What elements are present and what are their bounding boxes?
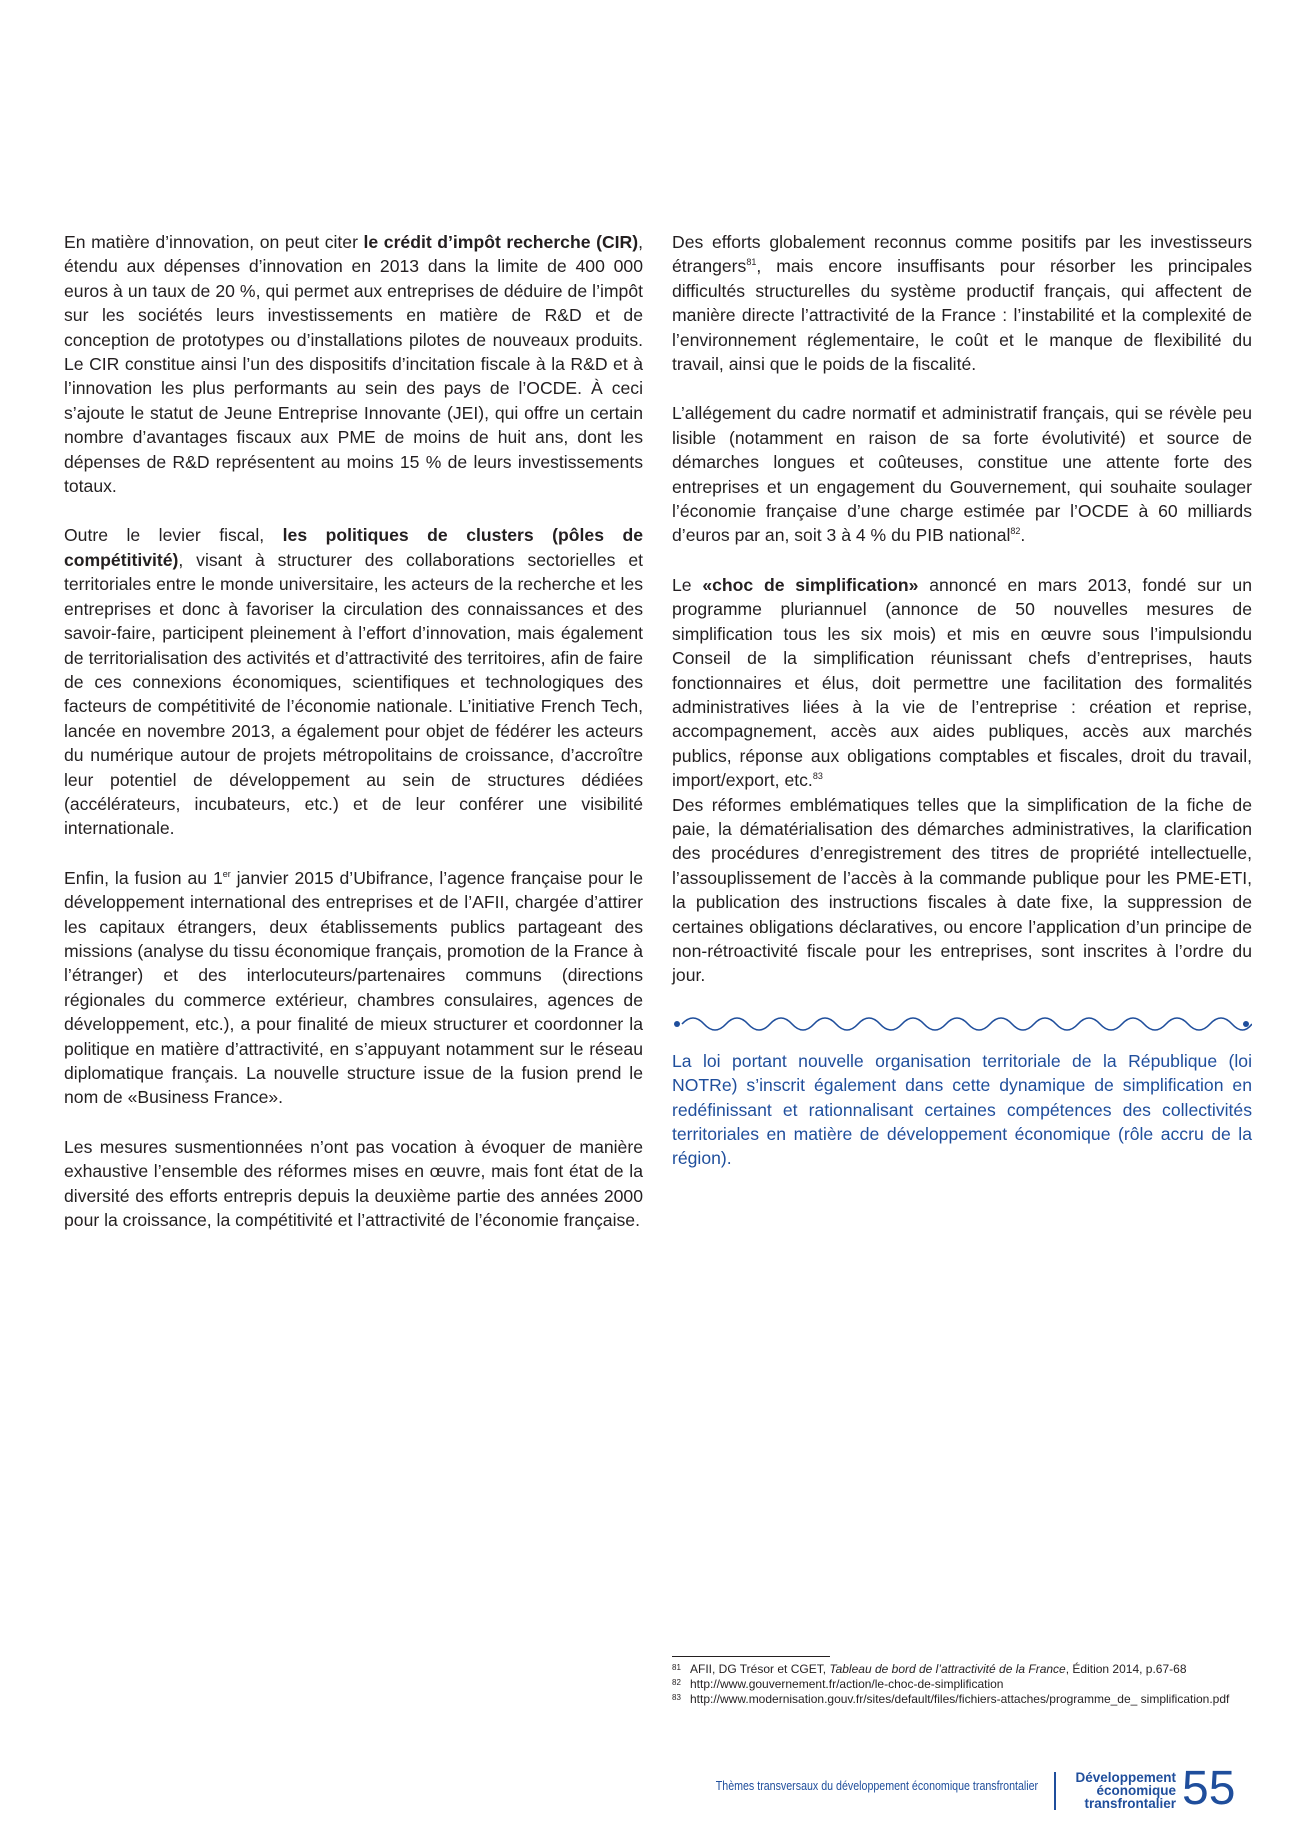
footnote-number: 81 bbox=[672, 1663, 681, 1672]
brand-line: transfrontalier bbox=[1084, 1796, 1176, 1811]
text-run: En matière d’innovation, on peut citer bbox=[64, 232, 364, 252]
superscript: er bbox=[222, 868, 231, 879]
footnotes bbox=[672, 1656, 1252, 1707]
text-run: L’allégement du cadre normatif et administratif français, qui se révèle peu lisible (notamment en raison de sa forte évolutivité) et source de démarches longues et coûteuses, constitue une attente forte des entreprises et un engagement du Gouvernement, qui souhaite soulager l’économie française d’une charge estimée par l’OCDE à 60 milliards d’euros par an, soit 3 à 4 % du PIB national bbox=[672, 403, 1252, 546]
paragraph-conclusion: Les mesures susmentionnées n’ont pas vocation à évoquer de manière exhaustive l’ensemble des réformes mises en œuvre, mais font état de la diversité des efforts entrepris depuis la deuxième partie des années 2000 pour la croissance, la compétitivité et l’attractivité de l’économie française. bbox=[64, 1136, 643, 1231]
right-column bbox=[672, 230, 1252, 1196]
highlight-notre: La loi portant nouvelle organisation territoriale de la République (loi NOTRe) s’inscrit également dans cette dynamique de simplification en redéfinissant et rationnalisant certaines compétences des collectivités territoriales en matière de développement économique (rôle accru de la région). bbox=[672, 1050, 1252, 1169]
text-run: Des réformes emblématiques telles que la simplification de la fiche de paie, la dématérialisation des démarches administratives, la clarification des procédures d’enregistrement des titres de propriété intellectuelle, l’assouplissement de l’accès à la commande publique pour les PME-ETI, la publication des instructions fiscales à date fixe, la suppression de certaines obligations déclaratives, ou encore l’application d’un principe de non-rétroactivité fiscale pour les entreprises, sont inscrites à l’ordre du jour. bbox=[672, 794, 1252, 986]
text-run: Outre le levier fiscal, bbox=[64, 525, 283, 546]
text-run: annoncé en mars 2013, fondé sur un programme pluriannuel (annonce de 50 nouvelles mesures de simplification tous les six mois) et mis en œuvre sous l’impulsiondu Conseil de la simplification réunissant chefs d’entreprises, hauts fonctionnaires et élus, doit permettre une facilitation des formalités administratives liées à la vie de l’entreprise : création et reprise, accompagnement, accès aux aides publiques, accès aux marchés publics, réponse aux obligations comptables et fiscales, droit du travail, import/export, etc. bbox=[672, 574, 1253, 791]
brand-line: Développement bbox=[1075, 1770, 1176, 1785]
paragraph-cir bbox=[64, 230, 643, 498]
text-run: Enfin, la fusion au 1 bbox=[64, 867, 223, 888]
text-run: , mais encore insuffisants pour résorber les principales difficultés structurelles du système productif français, qui affectent de manière directe l’attractivité de la France : l’instabilité et la complexité de l’environnement réglementaire, le coût et le manque de flexibilité du travail, ainsi que le poids de la fiscalité. bbox=[672, 256, 1252, 375]
text-run: janvier 2015 d’Ubifrance, l’agence française pour le développement international des entreprises et de l’AFII, chargée d’attirer les capitaux étrangers, deux établissements publics partageant des missions (analyse du tissu économique français, promotion de la France à l’étranger) et des interlocuteurs/partenaires communs (directions régionales du commerce extérieur, chambres consulaires, agences de développement, etc.), a pour finalité de mieux structurer et coordonner la politique en matière d’attractivité, en s’appuyant notamment sur le réseau diplomatique français. La nouvelle structure issue de la fusion prend le nom de «Business France». bbox=[64, 867, 643, 1108]
paragraph-investors bbox=[672, 230, 1252, 376]
footnote-82 bbox=[672, 1677, 1252, 1692]
paragraph-choc-simplification bbox=[672, 573, 1252, 988]
paragraph-allegement bbox=[672, 401, 1252, 547]
paragraph-clusters bbox=[64, 523, 643, 840]
footnote-link[interactable]: http://www.modernisation.gouv.fr/sites/default/files/fichiers-attaches/programme_de_ simplification.pdf bbox=[690, 1692, 1230, 1706]
footer-brand bbox=[1075, 1771, 1176, 1810]
text-run: , visant à structurer des collaborations sectorielles et territoriales entre le monde universitaire, les acteurs de la recherche et les entreprises et donc à favoriser la circulation des connaissances et des savoir-faire, participent pleinement à l’effort d’innovation, mais également de territorialisation des activités et d’attractivité des territoires, afin de faire de ces connexions économiques, scientifiques et technologiques des facteurs de compétitivité de l’économie nationale. L’initiative French Tech, lancée en novembre 2013, a également pour objet de fédérer les acteurs du numérique autour de projets métropolitains de croissance, d’accroître leur potentiel de développement au sein de structures dédiées (accélérateurs, incubateurs, etc.) et de leur conférer une visibilité internationale. bbox=[64, 549, 643, 839]
footnote-title: Tableau de bord de l’attractivité de la France bbox=[829, 1662, 1066, 1676]
footnote-text: , Édition 2014, p.67-68 bbox=[1065, 1662, 1187, 1676]
footnote-rule bbox=[672, 1656, 830, 1657]
text-run: Le bbox=[672, 574, 703, 595]
bold-term-choc: «choc de simplification» bbox=[702, 574, 919, 595]
footnote-link[interactable]: http://www.gouvernement.fr/action/le-choc-de-simplification bbox=[690, 1677, 1004, 1691]
footnote-text: AFII, DG Trésor et CGET, bbox=[690, 1662, 830, 1676]
page-number: 55 bbox=[1182, 1762, 1236, 1815]
wave-divider-icon bbox=[672, 1013, 1252, 1035]
footnote-ref-83[interactable]: 83 bbox=[812, 771, 823, 782]
page-footer bbox=[0, 1760, 1300, 1820]
footnote-ref-81[interactable]: 81 bbox=[746, 257, 757, 268]
paragraph-business-france bbox=[64, 866, 643, 1110]
bold-term-clusters: les politiques de clusters (pôles de compétitivité) bbox=[64, 525, 643, 570]
footnote-81 bbox=[672, 1662, 1252, 1677]
footnote-ref-82[interactable]: 82 bbox=[1010, 526, 1021, 537]
text-run: . bbox=[1020, 525, 1026, 546]
footnote-number: 82 bbox=[672, 1678, 681, 1687]
footnote-83 bbox=[672, 1692, 1252, 1707]
footnote-number: 83 bbox=[672, 1693, 681, 1702]
left-column bbox=[64, 230, 643, 1257]
brand-line: économique bbox=[1096, 1783, 1176, 1798]
text-run: , étendu aux dépenses d’innovation en 2013 dans la limite de 400 000 euros à un taux de 20 %, qui permet aux entreprises de déduire de l’impôt sur les sociétés leurs investissements en matière de R&D et de conception de prototypes ou d’installations pilotes de nouveaux produits. Le CIR constitue ainsi l’un des dispositifs d’incitation fiscale à la R&D et à l’innovation les plus performants au sein des pays de l’OCDE. À ceci s’ajoute le statut de Jeune Entreprise Innovante (JEI), qui offre un certain nombre d’avantages fiscaux aux PME de moins de huit ans, dont les dépenses de R&D représentent au moins 15 % de leurs investissements totaux. bbox=[64, 232, 643, 497]
bold-term-cir: le crédit d’impôt recherche (CIR) bbox=[363, 232, 639, 252]
running-title: Thèmes transversaux du développement économique transfrontalier bbox=[715, 1778, 1038, 1793]
footer-divider bbox=[1054, 1772, 1056, 1810]
text-run: Des efforts globalement reconnus comme positifs par les investisseurs étrangers bbox=[672, 232, 1252, 277]
